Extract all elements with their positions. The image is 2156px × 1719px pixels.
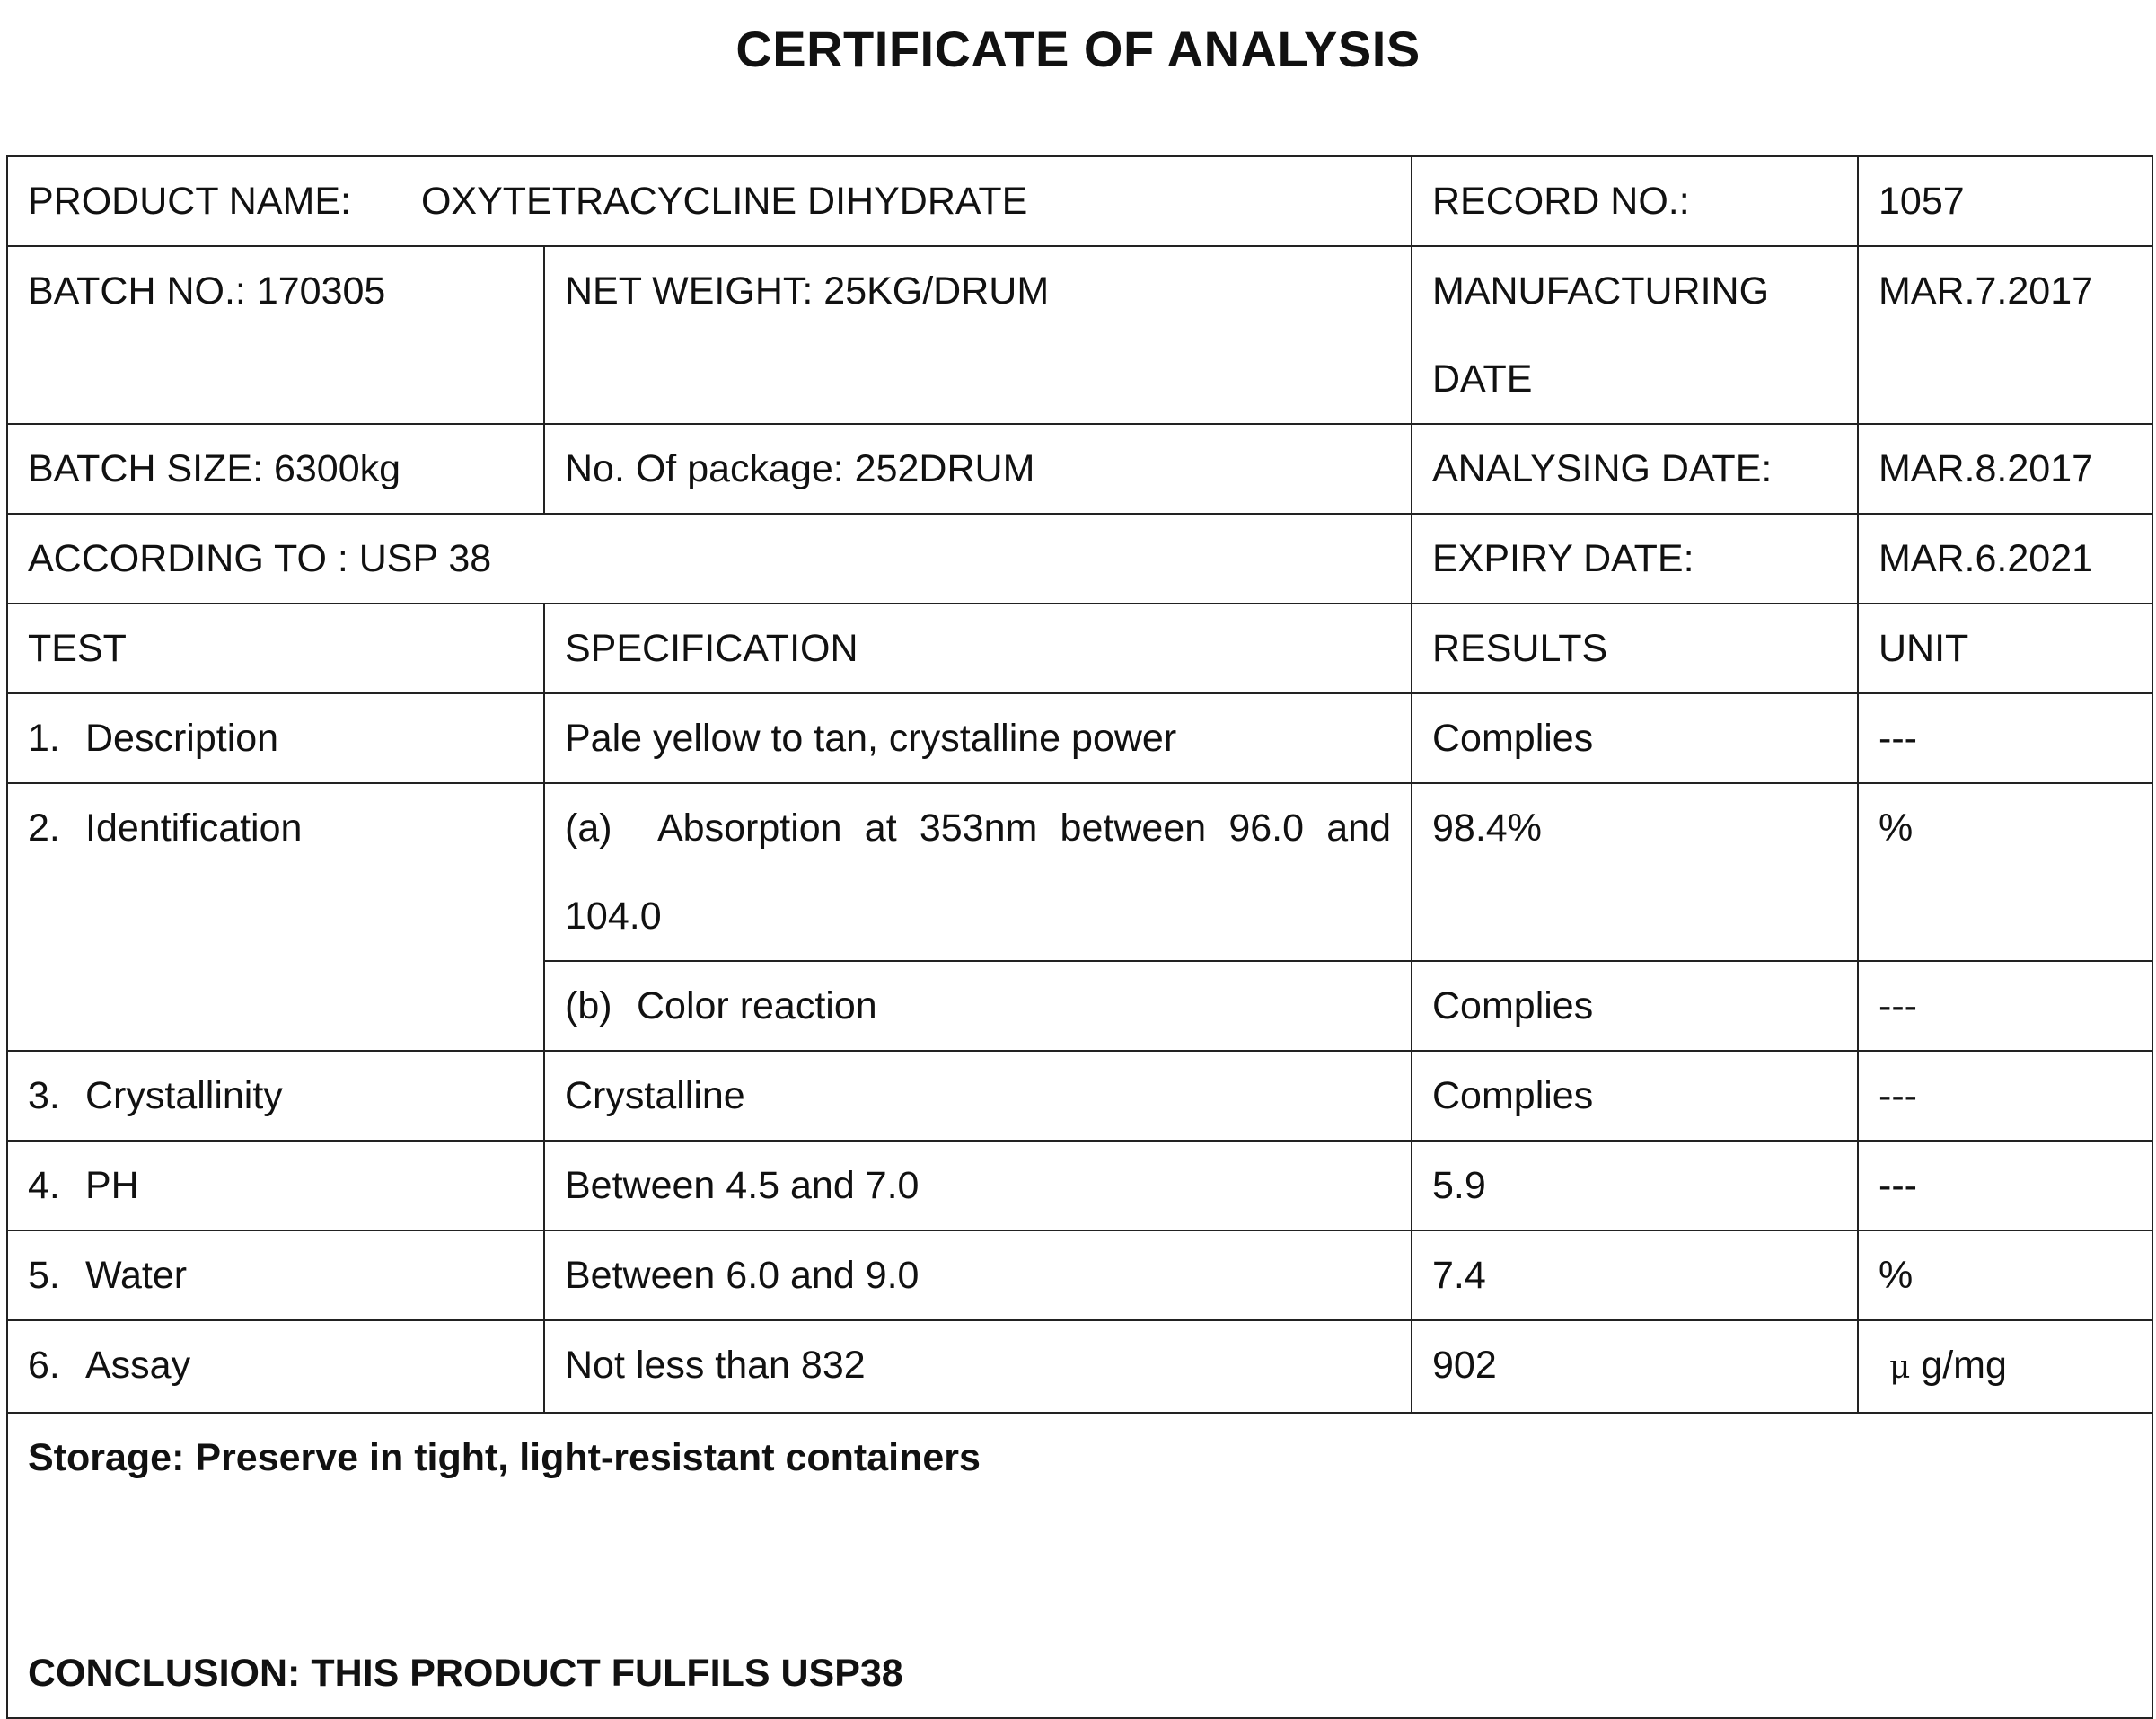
test-unit: % xyxy=(1858,1230,2152,1320)
test-result-b: Complies xyxy=(1412,961,1858,1051)
manufacturing-date-label-line2: DATE xyxy=(1432,357,1533,401)
expiry-date-label: EXPIRY DATE: xyxy=(1412,514,1858,604)
test-specification: Crystalline xyxy=(544,1051,1412,1141)
test-name xyxy=(7,1141,544,1230)
test-specification-a xyxy=(544,783,1412,961)
record-no-label: RECORD NO.: xyxy=(1412,156,1858,246)
footer-row xyxy=(7,1413,2152,1718)
spec-b-label: (b) xyxy=(565,984,612,1027)
test-name xyxy=(7,1230,544,1320)
test-specification: Pale yellow to tan, crystalline power xyxy=(544,693,1412,783)
product-name-cell xyxy=(7,156,1412,246)
column-header-row xyxy=(7,604,2152,693)
product-row xyxy=(7,156,2152,246)
record-no-value: 1057 xyxy=(1858,156,2152,246)
product-name-label: PRODUCT NAME: xyxy=(28,180,351,223)
test-number: 2. xyxy=(28,807,60,850)
no-of-package: No. Of package: 252DRUM xyxy=(544,424,1412,514)
test-row-description xyxy=(7,693,2152,783)
test-unit: --- xyxy=(1858,693,2152,783)
unit-mu: μ xyxy=(1888,1349,1911,1386)
test-row-identification-a xyxy=(7,783,2152,961)
test-label: Description xyxy=(85,717,279,760)
manufacturing-date-label xyxy=(1412,246,1858,424)
analysing-date-value: MAR.8.2017 xyxy=(1858,424,2152,514)
test-unit xyxy=(1858,1320,2152,1413)
test-label: Water xyxy=(85,1254,188,1297)
analysing-date-label: ANALYSING DATE: xyxy=(1412,424,1858,514)
batch-no: BATCH NO.: 170305 xyxy=(7,246,544,424)
test-specification-b: (b) Color reaction xyxy=(544,961,1412,1051)
test-label: Assay xyxy=(85,1344,191,1387)
according-row xyxy=(7,514,2152,604)
column-header-results: RESULTS xyxy=(1412,604,1858,693)
test-result: 7.4 xyxy=(1412,1230,1858,1320)
test-name xyxy=(7,1320,544,1413)
manufacturing-date-label-line1: MANUFACTURING xyxy=(1432,269,1770,313)
test-name xyxy=(7,783,544,1051)
test-row-assay xyxy=(7,1320,2152,1413)
test-unit-b: --- xyxy=(1858,961,2152,1051)
column-header-specification: SPECIFICATION xyxy=(544,604,1412,693)
test-unit: --- xyxy=(1858,1051,2152,1141)
test-number: 4. xyxy=(28,1164,60,1207)
footer-cell xyxy=(7,1413,2152,1718)
test-label: PH xyxy=(85,1164,139,1207)
batch-size-row xyxy=(7,424,2152,514)
test-result: 902 xyxy=(1412,1320,1858,1413)
test-label: Identification xyxy=(85,807,303,850)
manufacturing-date-value: MAR.7.2017 xyxy=(1858,246,2152,424)
product-name-value: OXYTETRACYCLINE DIHYDRATE xyxy=(420,180,1028,223)
test-number: 1. xyxy=(28,717,60,760)
column-header-unit: UNIT xyxy=(1858,604,2152,693)
test-unit: --- xyxy=(1858,1141,2152,1230)
batch-row xyxy=(7,246,2152,424)
test-name xyxy=(7,1051,544,1141)
test-number: 5. xyxy=(28,1254,60,1297)
analysis-table xyxy=(6,155,2153,1719)
unit-rest: g/mg xyxy=(1921,1344,2007,1387)
test-specification: Not less than 832 xyxy=(544,1320,1412,1413)
test-name xyxy=(7,693,544,783)
storage-text: Storage: Preserve in tight, light-resistant containers xyxy=(28,1436,981,1479)
spec-a-line1: (a) Absorption at 353nm between 96.0 and xyxy=(565,807,1391,850)
according-to: ACCORDING TO : USP 38 xyxy=(7,514,1412,604)
test-label: Crystallinity xyxy=(85,1074,283,1117)
test-specification: Between 4.5 and 7.0 xyxy=(544,1141,1412,1230)
test-row-ph xyxy=(7,1141,2152,1230)
test-row-crystallinity xyxy=(7,1051,2152,1141)
test-result-a: 98.4% xyxy=(1412,783,1858,961)
column-header-test: TEST xyxy=(7,604,544,693)
net-weight: NET WEIGHT: 25KG/DRUM xyxy=(544,246,1412,424)
spec-a-line2: 104.0 xyxy=(565,895,662,938)
test-result: 5.9 xyxy=(1412,1141,1858,1230)
test-row-water xyxy=(7,1230,2152,1320)
spec-a-label: (a) xyxy=(565,807,612,850)
test-unit-a: % xyxy=(1858,783,2152,961)
batch-size: BATCH SIZE: 6300kg xyxy=(7,424,544,514)
test-number: 6. xyxy=(28,1344,60,1387)
test-result: Complies xyxy=(1412,1051,1858,1141)
test-number: 3. xyxy=(28,1074,60,1117)
conclusion-text: CONCLUSION: THIS PRODUCT FULFILS USP38 xyxy=(28,1652,903,1695)
document-title: CERTIFICATE OF ANALYSIS xyxy=(735,21,1421,77)
test-specification: Between 6.0 and 9.0 xyxy=(544,1230,1412,1320)
test-result: Complies xyxy=(1412,693,1858,783)
expiry-date-value: MAR.6.2021 xyxy=(1858,514,2152,604)
